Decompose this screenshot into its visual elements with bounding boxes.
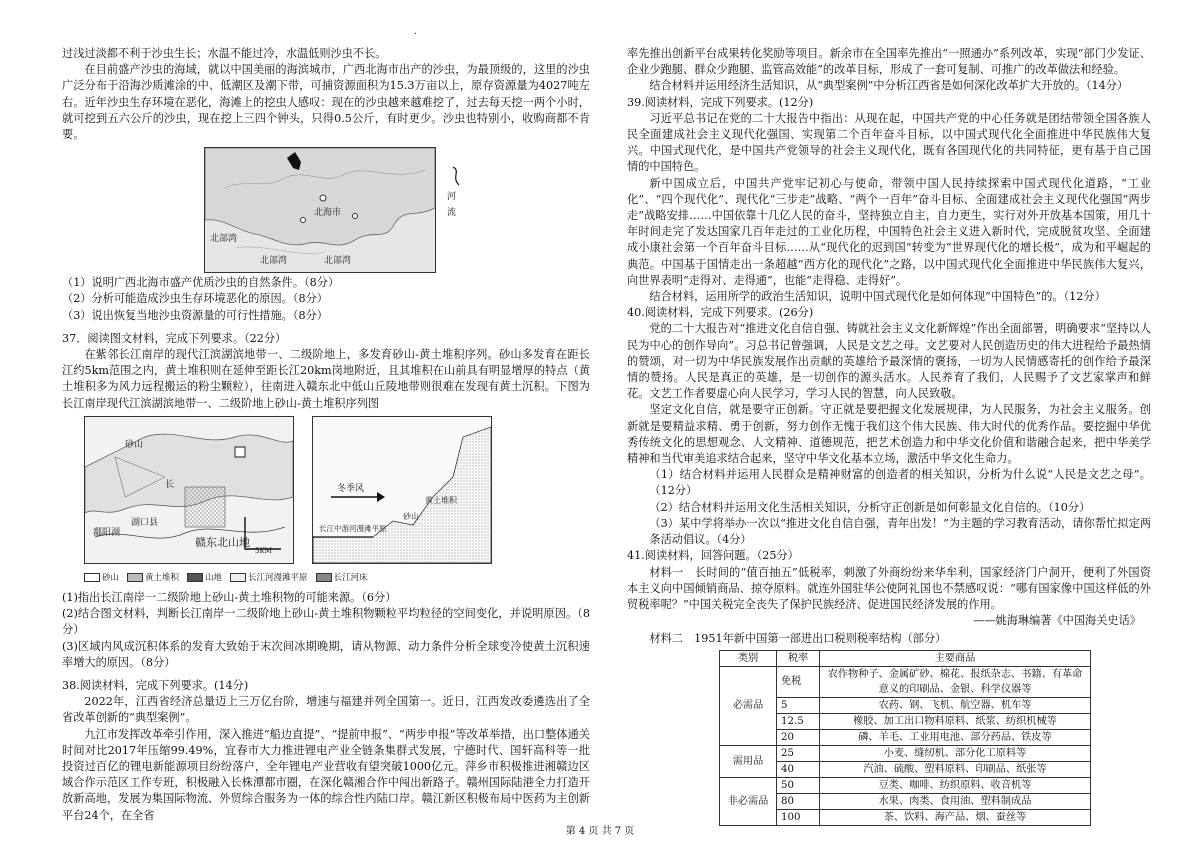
- q41-source: ——姚海琳编著《中国海关史话》: [973, 614, 1141, 628]
- rate-cell: 12.5: [777, 713, 820, 729]
- q38-task: 结合材料并运用经济生活知识，从“典型案例”中分析江西省是如何深化改革扩大开放的。（14分）: [649, 79, 1129, 93]
- q38-paragraph-2: 九江市发挥改革牵引作用，深入推进“船边直提”、“提前申报”、“两步申报”等改革举措，出口整体通关时间对比2017年压缩99.49%，宜春市大力推进锂电产业全链条集群式发展，宁德时代、国轩高科等一批投资过百亿的锂电新能源项目纷纷落户，全年锂电产业营收有望突破1000亿元。萍乡市积极推进湘赣边区域合作示范区工作专班，积极融入长株潭都市圈，在深化赣湘合作中闯出新路子。赣州国际陆港全力打造开放新高地，发展为集国际物流、外贸综合服务为一体的综合性内陆口岸。赣江新区积极布局中医药为主创新平台24个，在全省: [62, 727, 590, 822]
- rate-cell: 5: [777, 697, 820, 713]
- q40-heading: 40.阅读材料，完成下列要求。(26分): [627, 306, 814, 320]
- q40-task-3: （3）某中学将举办一次以“推进文化自信自强，青年出发！”为主题的学习教育活动，请你帮忙拟定两条活动倡议。（4分）: [649, 516, 1151, 547]
- category-cell: 非必需品: [720, 777, 777, 825]
- goods-cell: 豆类、咖啡、纺织原料、收音机等: [820, 777, 1091, 793]
- profile-loess-label: 黄土堆积: [425, 495, 457, 505]
- tariff-table: [719, 650, 1091, 826]
- page-mark: .: [414, 27, 417, 37]
- legend-mountain: 山地: [187, 570, 222, 586]
- wind-label: 冬季风: [337, 483, 365, 494]
- table-row: [720, 666, 1091, 697]
- figure-legend: [84, 570, 590, 586]
- rate-cell: 免税: [777, 666, 820, 697]
- q36-item-3: （3）说出恢复当地沙虫资源量的可行性措施。（8分）: [62, 308, 328, 322]
- profile-sand-label: 砂山: [403, 511, 419, 521]
- q40-paragraph-1: 党的二十大报告对“推进文化自信自强、铸就社会主义文化新辉煌”作出全面部署，明确要求“坚持以人民为中心的创作导向”。习总书记曾强调，人民是文艺之母。文艺要对人民创造历史的伟大进程给予最热情的赞颂，对一切为中华民族发展作出贡献的英雄给予最深情的褒扬，一切为人民情感寄托的创作给予最深情的赞扬。人民是真正的英雄，是一切创作的源头活水。人民养育了我们，人民赐予了文艺家掌声和鲜花。文艺工作者要虚心向人民学习，学习人民的智慧，向人民致敬。: [627, 322, 1151, 401]
- plan-map: [84, 416, 294, 564]
- gulf-label-3: 北部湾: [324, 256, 352, 267]
- table-row: [720, 777, 1091, 793]
- goods-cell: 农作物种子、金属矿砂、棉花、报纸杂志、书籍、有革命意义的印刷品、金银、科学仪器等: [820, 666, 1091, 697]
- rate-cell: 100: [777, 809, 820, 825]
- county-label: 湖口县: [131, 517, 159, 528]
- goods-cell: 橡胶、加工出口物料原料、纸浆、纺织机械等: [820, 713, 1091, 729]
- q37-item-3: (3)区域内风成沉积体系的发育大致始于末次间冰期晚期，请从物源、动力条件分析全球变冷使黄土沉积速率增大的原因。（8分）: [62, 639, 590, 669]
- city-label: 北海市: [314, 208, 342, 219]
- q37-item-1: (1)指出长江南岸一二级阶地上砂山-黄土堆积物的可能来源。（6分）: [62, 591, 397, 605]
- q38-heading: 38.阅读材料，完成下列要求。(14分): [62, 679, 249, 693]
- floodplain-label: 长江中游河漫滩平原: [319, 523, 387, 533]
- lake-label: 鄱阳湖: [93, 527, 121, 538]
- category-cell: 必需品: [720, 666, 777, 745]
- rate-cell: 25: [777, 745, 820, 761]
- scale-label: 5KM: [255, 546, 272, 555]
- goods-cell: 汽油、硫酸、塑料原料、印刷品、纸张等: [820, 761, 1091, 777]
- q37-item-2: (2)结合图文材料，判断长江南岸一二级阶地上砂山-黄土堆积物颗粒平均粒径的空间变化，并说明原因。（8分）: [62, 607, 590, 637]
- header-goods: 主要商品: [820, 650, 1091, 666]
- goods-cell: 茶、饮料、海产品、烟、蚕丝等: [820, 809, 1091, 825]
- rate-cell: 80: [777, 793, 820, 809]
- profile-section: [312, 416, 492, 564]
- legend-floodplain: 长江河漫滩平原: [230, 570, 308, 586]
- goods-cell: 农药、钢、飞机、航空器、机车等: [820, 697, 1091, 713]
- rate-cell: 40: [777, 761, 820, 777]
- right-column: [627, 46, 1151, 826]
- header-rate: 税率: [777, 650, 820, 666]
- header-category: 类别: [720, 650, 777, 666]
- gulf-label-2: 北部湾: [260, 256, 288, 267]
- q41-material-1: 材料一 长时间的“值百抽五”低税率，刺激了外商纷纷来华牟利，国家经济门户洞开，便利了外国资本主义向中国倾销商品、掠夺原料。就连外国驻华公使阿礼国也不禁感叹说：“哪有国家像中国这样低的外贸税率呢？”中国关税完全丧失了保护民族经济、促进国民经济发展的作用。: [627, 565, 1151, 611]
- q41-material-2-title: 材料二 1951年新中国第一部进出口税则税率结构（部分）: [649, 632, 947, 646]
- goods-cell: 磷、羊毛、工业用电池、部分药品、铁皮等: [820, 729, 1091, 745]
- table-row: [720, 745, 1091, 761]
- q38-continuation: 率先推出创新平台成果转化奖励等项目。新余市在全国率先推出“一照通办”系列改革，实现“部门少发证、企业少跑腿、群众少跑腿、监管高效能”的改革目标，形成了一套可复制、可推广的改革做法和经验。: [627, 47, 1151, 77]
- q39-heading: 39.阅读材料，完成下列要求。(12分): [627, 95, 814, 109]
- table-header-row: [720, 650, 1091, 666]
- q39-paragraph-1: 习近平总书记在党的二十大报告中指出：从现在起，中国共产党的中心任务就是团结带领全国各族人民全面建成社会主义现代化强国、实现第二个百年奋斗目标，以中国式现代化全面推进中华民族伟大复兴。中国式现代化，是中国共产党领导的社会主义现代化，既有各国现代化的共同特征，更有基于自己国情的中国特色。: [627, 111, 1151, 174]
- q40-task-2: （2）结合材料并运用文化生活相关知识，分析守正创新是如何彰显文化自信的。（10分）: [649, 500, 1091, 514]
- sand-mountain-label: 砂山: [125, 439, 144, 450]
- loess-sequence-figure: [84, 416, 512, 568]
- mountain-label: 赣东北山地: [195, 535, 250, 549]
- q37-heading: 37．阅读图文材料，完成下列要求。（22分）: [62, 331, 287, 345]
- goods-cell: 小麦、缝纫机、部分化工原料等: [820, 745, 1091, 761]
- gulf-label-1: 北部湾: [210, 234, 238, 245]
- q38-paragraph-1: 2022年，江西省经济总量迈上三万亿台阶，增速与福建并列全国第一。近日，江西发改委遴选出了全省改革创新的“典型案例”。: [62, 695, 590, 725]
- q37-text: 在紫邻长江南岸的现代江滨湖滨地带一、二级阶地上，多发育砂山-黄土堆积序列。砂山多发育在距长江约5km范围之内，黄土堆积则在延伸至距长江20km岗地附近，且其堆积在山前具有明显增厚的特点（黄土堆积多为风力远程搬运的粉尘颗粒），往南进入赣东北中低山丘陵地带则很难在发现有黄土沉积。下图为长江南岸现代江滨湖滨地带一、二级阶地上砂山-黄土堆积序列图: [62, 348, 590, 410]
- q40-paragraph-2: 坚定文化自信，就是要守正创新。守正就是要把握文化发展规律，为人民服务，为社会主义服务。创新就是要精益求精、勇于创新，努力创作无愧于我们这个伟大民族、伟大时代的优秀作品。要挖掘中华优秀传统文化的思想观念、人文精神、道德规范，把艺术创造力和中华文化价值和谐融合起来，把中华美学精神和当代审美追求结合起来，坚守中华文化基本立场，激活中华文化生命力。: [627, 403, 1151, 466]
- river-legend-icon: [450, 165, 464, 187]
- beihai-map: [204, 147, 457, 271]
- intro-paragraph: 在目前盛产沙虫的海域，就以中国美丽的海滨城市，广西北海市出产的沙虫，为最顶级的，这里的沙虫广泛分布于沿海沙质滩涂的中、低潮区及潮下带，可捕资源面积为15.3万亩以上，原存资源量为4027吨左右。近年沙虫生存环境在恶化，海滩上的挖虫人感叹：现在的沙虫越来越难挖了，过去每天挖一两个小时，就可挖到五六公斤的沙虫，现在挖上三四个钟头，只得0.5公斤，有时更少。沙虫也特别小，收购商都不肯要。: [62, 63, 590, 142]
- rate-cell: 20: [777, 729, 820, 745]
- river-legend-label: 河流: [447, 192, 457, 219]
- goods-cell: 水果、肉类、食用油、塑料制成品: [820, 793, 1091, 809]
- q40-task-1: （1）结合材料并运用人民群众是精神财富的创造者的相关知识，分析为什么说“人民是文艺之母”。（12分）: [649, 468, 1151, 498]
- rate-cell: 50: [777, 777, 820, 793]
- q41-heading: 41.阅读材料，回答问题。（25分）: [627, 549, 799, 563]
- legend-sand: 砂山: [84, 570, 119, 586]
- left-column: [62, 46, 590, 824]
- intro-line-1: 过浅过淡都不利于沙虫生长；水温不能过冷，水温低则沙虫不长。: [62, 47, 387, 60]
- q36-item-1: （1）说明广西北海市盛产优质沙虫的自然条件。（8分）: [62, 276, 340, 290]
- legend-loess: 黄土堆积: [127, 570, 179, 586]
- q39-task: 结合材料，运用所学的政治生活知识，说明中国式现代化是如何体现“中国特色”的。（12分）: [649, 290, 1106, 304]
- q36-item-2: （2）分析可能造成沙虫生存环境恶化的原因。（8分）: [62, 292, 328, 306]
- legend-riverbed: 长江河床: [316, 570, 368, 586]
- category-cell: 需用品: [720, 745, 777, 777]
- q39-paragraph-2: 新中国成立后，中国共产党牢记初心与使命，带领中国人民持续探索中国式现代化道路，“工业化”、“四个现代化”、现代化“三步走”战略、“两个一百年”奋斗目标、全面建成社会主义现代化强国“两步走”战略安排……中国依靠十几亿人民的奋斗，坚持独立自主，自力更生，实行对外开放基本国策，用几十年时间走完了发达国家几百年走过的工业化历程，中国特色社会主义进入新时代，完成脱贫攻坚、全面建成小康社会第一个百年奋斗目标……从“现代化的迟到国”转变为“世界现代化的增长极”，成为和平崛起的典范。中国基于国情走出一条超越“西方化的现代化”之路，以中国式现代化全面推进中华民族伟大复兴，向世界表明“走得对、走得通”，也能“走得稳、走得好”。: [627, 176, 1151, 287]
- page-footer: 第 4 页 共 7 页: [565, 826, 635, 837]
- river-char-label: 长: [165, 479, 175, 490]
